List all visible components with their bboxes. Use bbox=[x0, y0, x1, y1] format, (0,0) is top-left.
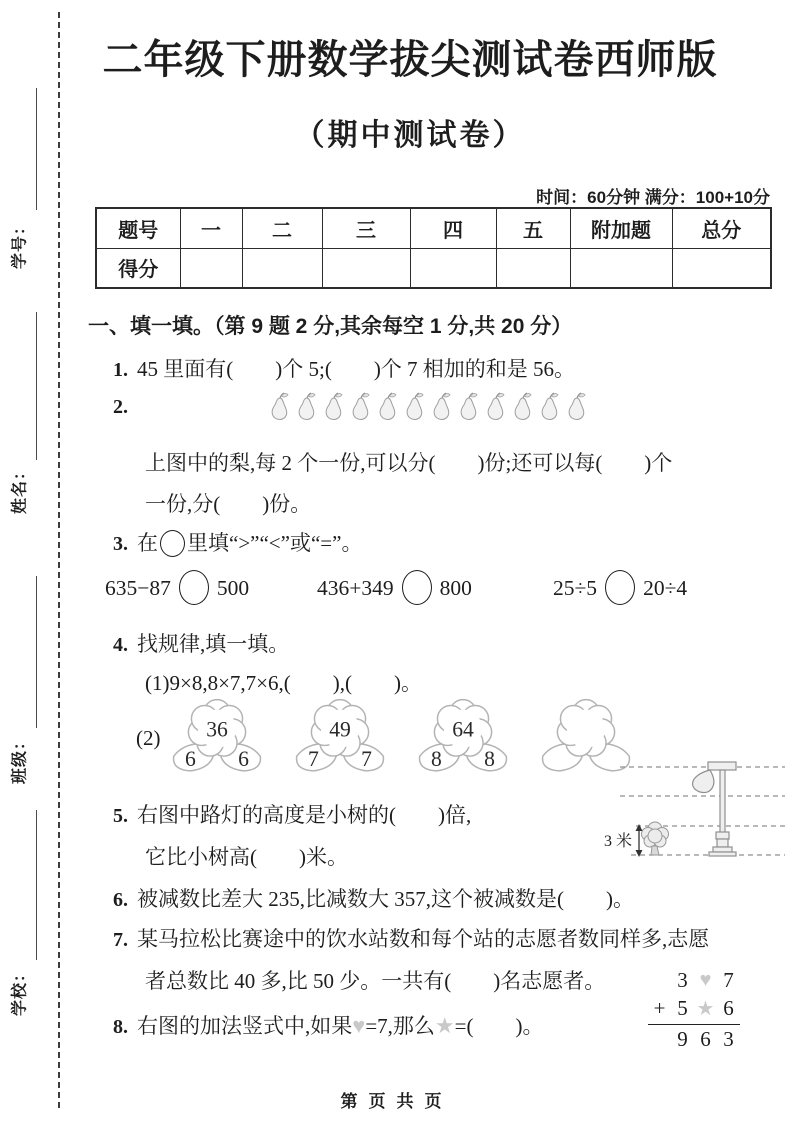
addition-cell: 5 bbox=[677, 995, 688, 1020]
pear-icon bbox=[455, 391, 481, 421]
question-8: 8. 右图的加法竖式中,如果♥=7,那么★=( )。 bbox=[113, 1013, 544, 1038]
addition-row bbox=[648, 966, 740, 994]
question-6: 6. 被减数比差大 235,比减数大 357,这个被减数是( )。 bbox=[113, 887, 634, 911]
flower-row bbox=[158, 697, 645, 776]
pear-icon bbox=[563, 391, 589, 421]
flower-top-number: 64 bbox=[452, 717, 474, 742]
question-3: 3. 在 里填“>”“<”或“=”。 bbox=[113, 531, 363, 555]
pear-icon bbox=[374, 391, 400, 421]
score-table-header-cell: 一 bbox=[180, 208, 242, 248]
flower-top-number: 49 bbox=[329, 717, 351, 742]
question-7-line-2: 者总数比 40 多,比 50 少。一共有( )名志愿者。 bbox=[145, 969, 606, 993]
score-table-header-cell: 总分 bbox=[672, 208, 771, 248]
question-3-number: 3. bbox=[113, 533, 128, 555]
score-label-cell: 得分 bbox=[96, 248, 180, 288]
addition-cell: + bbox=[653, 995, 666, 1020]
question-2-number: 2. bbox=[113, 396, 128, 418]
leaf-left-number: 7 bbox=[308, 747, 319, 771]
answer-circle bbox=[179, 570, 209, 605]
score-table-header-cell: 五 bbox=[496, 208, 570, 248]
left-operand: 436+349 bbox=[317, 576, 394, 600]
score-empty-cell bbox=[672, 248, 771, 288]
answer-circle bbox=[605, 570, 635, 605]
score-empty-cell bbox=[570, 248, 672, 288]
street-lamp-icon bbox=[693, 762, 736, 856]
question-1-text: 45 里面有( )个 5;( )个 7 相加的和是 56。 bbox=[137, 357, 576, 381]
question-4-number: 4. bbox=[113, 634, 128, 656]
flower-top-number: 36 bbox=[206, 717, 228, 742]
heart-icon: ♥ bbox=[352, 1013, 366, 1038]
sidebar-field-school: 学校： bbox=[11, 965, 29, 1017]
score-empty-cell bbox=[410, 248, 496, 288]
score-table-header-cell: 四 bbox=[410, 208, 496, 248]
comparison-expression bbox=[553, 570, 687, 605]
sidebar-field-student-id: 学号： bbox=[11, 218, 29, 270]
right-operand: 800 bbox=[439, 576, 472, 600]
question-2-line-1: 上图中的梨,每 2 个一份,可以分( )份;还可以每( )个 bbox=[145, 451, 673, 475]
score-table-header-cell: 二 bbox=[242, 208, 322, 248]
leaf-right-number: 8 bbox=[484, 747, 495, 771]
question-4: 4. 找规律,填一填。 bbox=[113, 632, 290, 656]
name-write-line bbox=[36, 312, 37, 460]
addition-cell: 6 bbox=[700, 1026, 711, 1051]
page-footer: 第页共页 bbox=[340, 1092, 453, 1111]
question-6-number: 6. bbox=[113, 889, 128, 911]
score-table-header-cell: 附加题 bbox=[570, 208, 672, 248]
question-1-number: 1. bbox=[113, 359, 128, 381]
leaf-left-number: 8 bbox=[431, 747, 442, 771]
flower-diagram bbox=[404, 697, 522, 776]
addition-cell: ♥ bbox=[699, 968, 712, 991]
page-title: 二年级下册数学拔尖测试卷西师版 bbox=[102, 38, 718, 82]
answer-circle bbox=[402, 570, 432, 605]
score-empty-cell bbox=[242, 248, 322, 288]
addition-cell: 3 bbox=[677, 967, 688, 992]
question-5-number: 5. bbox=[113, 805, 128, 827]
lamp-tree-figure bbox=[597, 750, 789, 878]
score-table-score-row bbox=[96, 248, 771, 288]
score-empty-cell bbox=[496, 248, 570, 288]
addition-cell: 3 bbox=[723, 1026, 734, 1051]
exam-time-score-meta: 时间：60分钟 满分：100+10分 bbox=[536, 188, 770, 207]
score-table bbox=[95, 207, 772, 289]
question-5-line-2: 它比小树高( )米。 bbox=[145, 845, 348, 869]
sidebar-field-class: 班级： bbox=[11, 733, 29, 785]
binding-dashed-line bbox=[58, 12, 60, 1108]
question-7: 7. 某马拉松比赛途中的饮水站数和每个站的志愿者数同样多,志愿 bbox=[113, 927, 710, 951]
addition-row bbox=[648, 1025, 740, 1053]
pear-icon bbox=[347, 391, 373, 421]
addition-cell: 9 bbox=[677, 1026, 688, 1051]
leaf-right-number: 6 bbox=[238, 747, 249, 771]
score-table-header-row bbox=[96, 208, 771, 248]
section-one-heading: 一、填一填。（第 9 题 2 分,其余每空 1 分,共 20 分） bbox=[88, 315, 573, 338]
score-empty-cell bbox=[180, 248, 242, 288]
pear-icon bbox=[401, 391, 427, 421]
question-7-number: 7. bbox=[113, 929, 128, 951]
question-2 bbox=[113, 396, 137, 419]
comparison-row bbox=[105, 570, 765, 616]
left-operand: 635−87 bbox=[105, 576, 171, 600]
answer-circle bbox=[160, 530, 185, 557]
pear-icon bbox=[482, 391, 508, 421]
comparison-expression bbox=[105, 570, 249, 605]
pear-icon bbox=[509, 391, 535, 421]
question-2-line-2: 一份,分( )份。 bbox=[145, 492, 312, 516]
pear-icon bbox=[536, 391, 562, 421]
tree-icon bbox=[642, 822, 669, 855]
leaf-right-number: 7 bbox=[361, 747, 372, 771]
addition-row bbox=[648, 994, 740, 1025]
flower-diagram bbox=[158, 697, 276, 776]
vertical-addition bbox=[648, 966, 740, 1053]
right-operand: 20÷4 bbox=[643, 576, 688, 600]
addition-cell: 6 bbox=[723, 995, 734, 1020]
score-table-header-cell: 三 bbox=[322, 208, 410, 248]
school-write-line bbox=[36, 810, 37, 960]
student-id-write-line bbox=[36, 88, 37, 210]
question-4-sub-1: (1)9×8,8×7,7×6,( ),( )。 bbox=[145, 671, 422, 695]
addition-cell: ★ bbox=[696, 997, 715, 1020]
leaf-left-number: 6 bbox=[185, 747, 196, 771]
pear-icon bbox=[266, 391, 292, 421]
question-5: 5. 右图中路灯的高度是小树的( )倍, bbox=[113, 803, 472, 827]
pear-row bbox=[266, 391, 589, 421]
left-operand: 25÷5 bbox=[553, 576, 598, 600]
class-write-line bbox=[36, 576, 37, 728]
question-4-sub-2-label: (2) bbox=[136, 726, 161, 750]
addition-cell: 7 bbox=[723, 967, 734, 992]
question-1 bbox=[113, 353, 575, 383]
pear-icon bbox=[320, 391, 346, 421]
pear-icon bbox=[428, 391, 454, 421]
flower-diagram bbox=[281, 697, 399, 776]
sidebar-field-name: 姓名： bbox=[11, 463, 29, 515]
score-table-header-cell: 题号 bbox=[96, 208, 180, 248]
comparison-expression bbox=[317, 570, 472, 605]
height-arrow bbox=[636, 824, 643, 857]
tree-height-label: 3 米 bbox=[603, 833, 633, 850]
score-empty-cell bbox=[322, 248, 410, 288]
right-operand: 500 bbox=[216, 576, 250, 600]
page-subtitle: （期中测试卷） bbox=[294, 119, 526, 152]
star-icon: ★ bbox=[434, 1013, 455, 1038]
question-8-number: 8. bbox=[113, 1016, 128, 1038]
pear-icon bbox=[293, 391, 319, 421]
